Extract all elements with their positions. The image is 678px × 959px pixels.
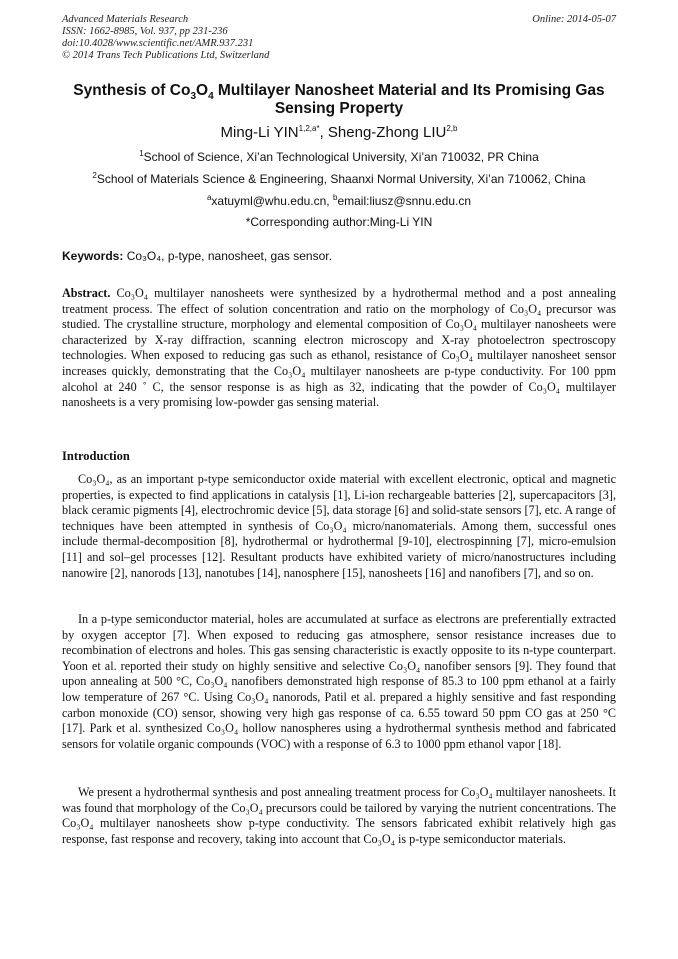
title-prefix: Synthesis of Co <box>73 82 191 99</box>
copyright-line: © 2014 Trans Tech Publications Ltd, Switzerland <box>62 50 270 61</box>
author-1-affil: 1,2,a <box>298 124 317 133</box>
affiliation-1 <box>62 150 616 164</box>
author-line <box>62 124 616 142</box>
email-a[interactable]: xatuyml@whu.edu.cn, <box>211 194 333 208</box>
online-date: Online: 2014-05-07 <box>532 14 616 25</box>
intro-paragraph-3: We present a hydrothermal synthesis and post annealing treatment process for Co₃O₄ multilayer nanosheets. It was found that morphology of the Co₃O₄ precursors could be tailored by varying the nutrient concentrations. The Co₃O₄ multilayer nanosheets show p-type conductivity. The sensors fabricated exhibit relatively high gas response, fast response and recovery, taking into account that Co₃O₄ is p-type semiconductor materials. <box>62 785 616 846</box>
affiliation-2 <box>62 172 616 186</box>
intro-paragraph-2: In a p-type semiconductor material, holes are accumulated at surface as electrons are preferentially extracted by oxygen acceptor [7]. When exposed to reducing gas atmosphere, sensor resistance increases due to recombination of electrons and holes. This gas sensing characteristic is exactly opposite to its n-type counterpart. Yoon et al. reported their study on highly sensitive and selective Co₃O₄ nanofiber sensors [9]. They found that upon annealing at 500 °C, Co₃O₄ nanofibers demonstrated high response of 85.3 to 100 ppm ethanol at a fairly low temperature of 267 °C. Using Co₃O₄ nanorods, Patil et al. prepared a highly sensitive and fast responding carbon monoxide (CO) sensor, showing very high gas response of ca. 6.55 toward 50 ppm CO gas at 250 °C [17]. Park et al. synthesized Co₃O₄ hollow nanospheres using a hydrothermal synthesis method and fabricated sensors for volatile organic compounds (VOC) with a response of 6.3 to 1000 ppm ethanol vapor [18]. <box>62 612 616 751</box>
abstract-text: Co₃O₄ multilayer nanosheets were synthesized by a hydrothermal method and a post annealing treatment process. The effect of solution concentration and ratio on the morphology of Co₃O₄ precursor was studied. The crystalline structure, morphology and elemental composition of Co₃O₄ multilayer nanosheets were characterized by X-ray diffraction, scanning electron microscopy and X-ray photoelectron spectroscopy technologies. When exposed to reducing gas such as ethanol, resistance of Co₃O₄ multilayer nanosheet sensor increases quickly, demonstrating that the Co₃O₄ multilayer nanosheets are p-type conductivity. For 100 ppm alcohol at 240 ˚ C, the sensor response is as high as 32, indicating that the powder of Co₃O₄ multilayer nanosheets is a very promising low-powder gas sensing material. <box>62 286 616 410</box>
paper-title <box>62 82 616 118</box>
author-separator: , <box>319 124 328 141</box>
title-suffix: Multilayer Nanosheet Material and Its Promising Gas Sensing Property <box>213 82 605 117</box>
author-2: Sheng-Zhong LIU <box>327 124 447 141</box>
affiliation-1-number: 1 <box>139 149 144 158</box>
author-2-affil: 2,b <box>446 124 458 133</box>
introduction-heading: Introduction <box>62 449 130 463</box>
issn-line: ISSN: 1662-8985, Vol. 937, pp 231-236 <box>62 26 228 37</box>
journal-name: Advanced Materials Research <box>62 14 189 25</box>
affiliation-1-text: School of Science, Xi’an Technological University, Xi’an 710032, PR China <box>143 150 539 164</box>
abstract <box>62 286 616 411</box>
keywords-text: Co₃O₄, p-type, nanosheet, gas sensor. <box>123 249 332 263</box>
email-b[interactable]: email:liusz@snnu.edu.cn <box>337 194 472 208</box>
author-1-star: * <box>316 124 320 133</box>
affiliation-2-text: School of Materials Science & Engineering, Shaanxi Normal University, Xi’an 710062, China <box>96 172 586 186</box>
corresponding-author: *Corresponding author:Ming-Li YIN <box>245 215 433 229</box>
keywords-label: Keywords: <box>62 249 124 263</box>
email-line <box>62 194 616 208</box>
journal-header <box>62 14 616 62</box>
intro-paragraph-1: Co₃O₄, as an important p-type semiconductor oxide material with excellent electronic, optical and magnetic properties, is expected to find applications in catalysis [1], Li-ion rechargeable batteries [2], supercapacitors [3], black ceramic pigments [4], electrochromic device [5], data storage [6] and solid-state sensors [7], etc. A range of techniques have been attempted in synthesis of Co₃O₄ micro/nanomaterials. Among them, successful ones include thermal-decomposition [8], hydrothermal or hydrothermal [9-10], electrospinning [7], micro-emulsion [11] and sol–gel processes [12]. Resultant products have exhibited variety of micro/nanostructures including nanowire [2], nanorods [13], nanotubes [14], nanosphere [15], nanosheets [16] and nanofibers [7], and so on. <box>62 472 616 580</box>
doi-line: doi:10.4028/www.scientific.net/AMR.937.231 <box>62 38 254 49</box>
title-sub-4: 4 <box>208 91 214 103</box>
author-1: Ming-Li YIN <box>220 124 299 141</box>
affiliation-2-number: 2 <box>92 171 97 180</box>
title-mid: O <box>196 82 209 99</box>
abstract-label: Abstract. <box>62 286 111 300</box>
title-sub-3: 3 <box>190 91 196 103</box>
keywords <box>62 249 616 263</box>
email-a-marker: a <box>206 193 212 202</box>
email-b-marker: b <box>332 193 338 202</box>
